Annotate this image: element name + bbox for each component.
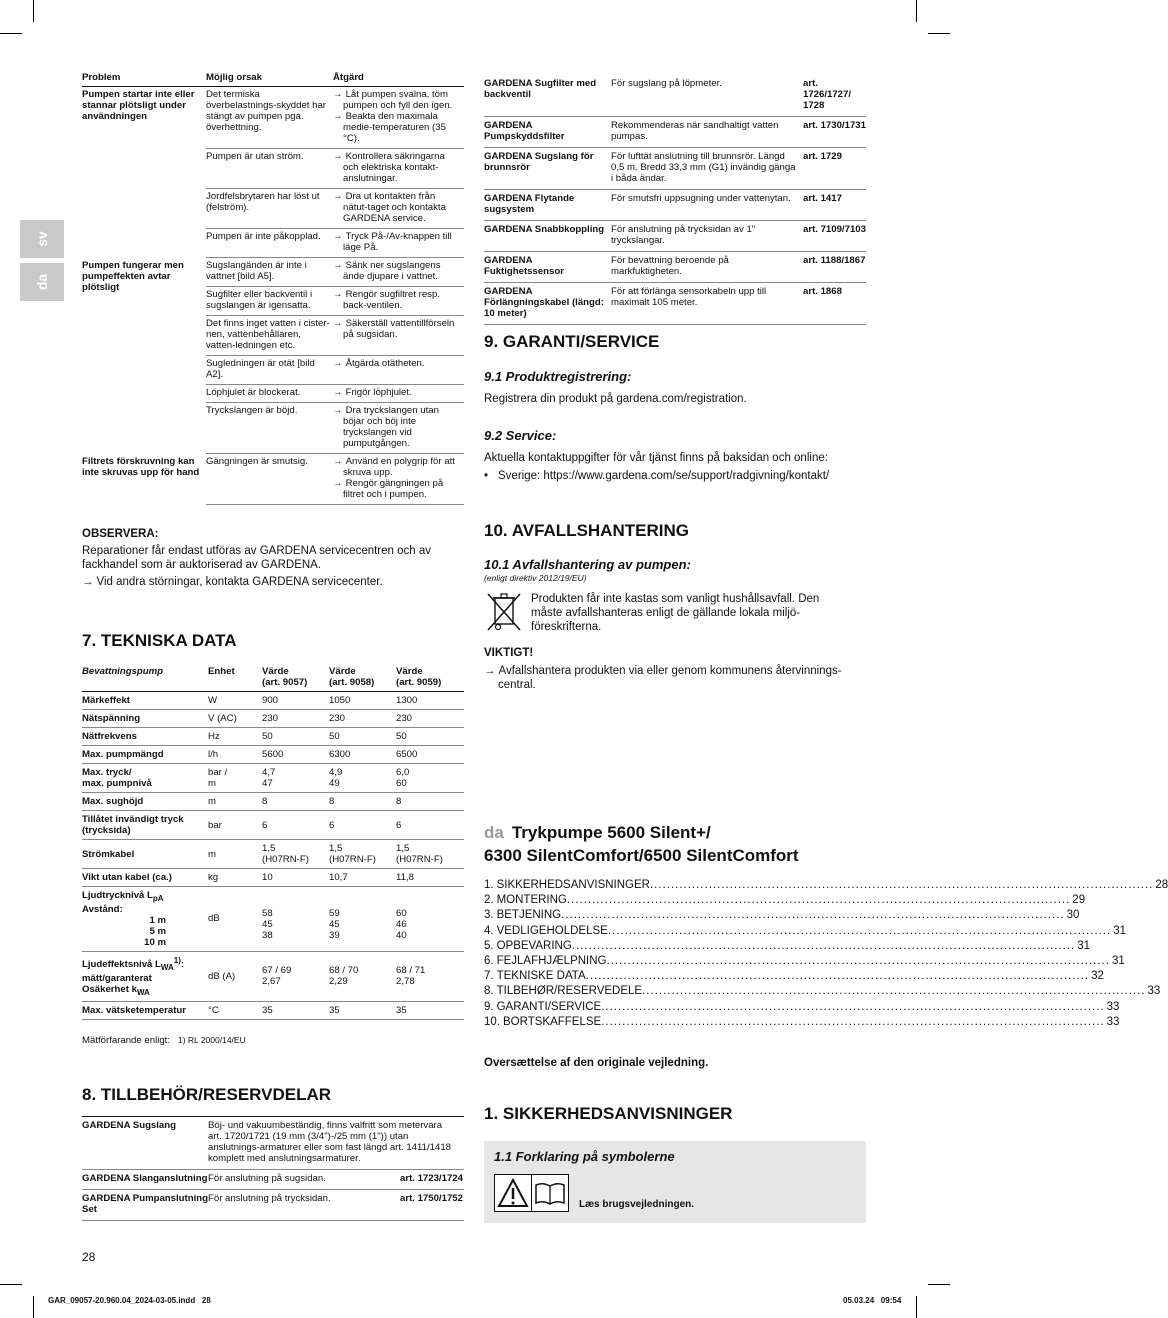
action-cell	[333, 403, 464, 454]
spec-value: 60 46 40	[396, 887, 464, 952]
spec-row	[82, 1001, 464, 1019]
spec-value: 5600	[262, 746, 329, 764]
symbols-text: Læs brugsvejledningen.	[579, 1199, 695, 1210]
spec-value: 50	[396, 728, 464, 746]
trouble-row	[82, 87, 464, 149]
toc-number: 4.	[484, 924, 494, 937]
toc-entry[interactable]	[484, 908, 1080, 923]
avfall-subtitle: 10.1 Avfallshantering av pumpen:	[484, 557, 691, 572]
action-item: → Beakta den maximala medie-temperaturen (35 °C).	[333, 111, 462, 144]
spec-value: 59 45 39	[329, 887, 396, 952]
action-cell	[333, 149, 464, 189]
accessory-name: GARDENA Förlängningskabel (längd: 10 meter)	[484, 283, 611, 325]
spec-label: Max. tryck/ max. pumpnivå	[82, 764, 208, 793]
spec-label: Nätfrekvens	[82, 728, 208, 746]
cause-cell: Det finns inget vatten i cister-nen, vattenbehållaren, vatten-ledningen etc.	[206, 316, 333, 356]
spec-label: Nätspänning	[82, 710, 208, 728]
symbols-title: 1.1 Forklaring på symbolerne	[494, 1149, 675, 1164]
accessory-article: art. 1188/1867	[803, 252, 866, 283]
crop-mark	[33, 0, 34, 22]
toc-label: GARANTI/SERVICE	[496, 1000, 602, 1013]
spec-header-unit: Enhet	[208, 663, 262, 692]
language-tab-sv: sv	[20, 220, 64, 258]
spec-header-9058: Värde (art. 9058)	[329, 663, 396, 692]
spec-value: 6	[262, 811, 329, 840]
accessory-row	[82, 1190, 464, 1221]
problem-cell: Pumpen startar inte eller stannar plötsligt under användningen	[82, 89, 195, 122]
toc-label: BORTSKAFFELSE	[503, 1015, 602, 1028]
toc-page: 30	[1066, 909, 1080, 922]
accessory-row	[484, 75, 866, 117]
spec-value: 35	[329, 1001, 396, 1019]
spec-value: 50	[262, 728, 329, 746]
service-bullet: • Sverige: https://www.gardena.com/se/support/radgivning/kontakt/	[484, 470, 830, 482]
spec-value: 1050	[329, 692, 396, 710]
spec-unit: kg	[208, 869, 262, 887]
spec-unit: bar / m	[208, 764, 262, 793]
toc-entry[interactable]	[484, 954, 1125, 969]
accessory-name: GARDENA Pumpanslutning Set	[82, 1190, 208, 1221]
accessory-row	[484, 148, 866, 190]
spec-value: 58 45 38	[262, 887, 329, 952]
service-text: Aktuella kontaktuppgifter för vår tjänst finns på baksidan och online:	[484, 452, 828, 464]
toc-leader: ........................................................................................................................	[601, 1015, 1105, 1028]
spec-value: 6500	[396, 746, 464, 764]
accessory-row	[82, 1170, 464, 1190]
spec-unit: °C	[208, 1001, 262, 1019]
cause-cell: Löphjulet är blockerat.	[206, 385, 333, 403]
spec-value: 1,5 (H07RN-F)	[329, 840, 396, 869]
toc-leader: ........................................................................................................................	[606, 955, 1110, 968]
accessory-description: Böj- und vakuumbeständig, finns valfritt som metervara art. 1720/1721 (19 mm (3/4")-/25 mm (1")) utan anslutnings-armaturer eller som fast längd art. 1411/1418 komplett med anslutningsarmaturer.	[208, 1117, 464, 1170]
action-item: → Frigör löphjulet.	[333, 387, 462, 398]
cause-cell: Sugslangänden är inte i vattnet [bild A5].	[206, 258, 333, 287]
accessory-row	[484, 190, 866, 221]
toc-page: 33	[1106, 1000, 1120, 1013]
accessory-row	[484, 117, 866, 148]
accessory-description: För lufttät anslutning till brunnsrör. Längd 0,5 m. Bredd 33,3 mm (G1) invändig gänga i båda ändar.	[611, 148, 803, 190]
accessory-description: För anslutning på sugsidan.	[208, 1170, 400, 1190]
cause-cell: Pumpen är utan ström.	[206, 149, 333, 189]
toc-number: 3.	[484, 909, 494, 922]
action-cell	[333, 385, 464, 403]
toc-leader: ........................................................................................................................	[649, 879, 1154, 891]
spec-label: Tillåtet invändigt tryck (trycksida)	[82, 811, 208, 840]
spec-value: 1,5 (H07RN-F)	[396, 840, 464, 869]
toc-entry[interactable]	[484, 969, 1104, 984]
action-item: → Rengör sugfiltret resp. back-ventilen.	[333, 289, 462, 311]
crop-mark	[0, 1284, 22, 1285]
toc-page: 31	[1111, 955, 1125, 968]
spec-value: 4,9 49	[329, 764, 396, 793]
action-cell	[333, 229, 464, 258]
footer-file-info: GAR_09057-20.960.04_2024-03-05.indd 28	[48, 1296, 211, 1305]
spec-row	[82, 764, 464, 793]
spec-label: Max. vätsketemperatur	[82, 1001, 208, 1019]
action-cell	[333, 287, 464, 316]
accessory-row	[484, 283, 866, 325]
toc-number: 5.	[484, 939, 494, 952]
accessory-article: art. 1730/1731	[803, 117, 866, 148]
cause-cell: Tryckslangen är böjd.	[206, 403, 333, 454]
accessory-article: art. 1729	[803, 148, 866, 190]
accessory-description: För sugslang på löpmeter.	[611, 75, 803, 117]
spec-value: 10,7	[329, 869, 396, 887]
toc-label: SIKKERHEDSANVISNINGER	[496, 879, 650, 891]
spec-header-pump: Bevattningspump	[82, 663, 208, 692]
spec-value: 8	[396, 793, 464, 811]
cause-cell: Sugfilter eller backventil i sugslangen är igensatta.	[206, 287, 333, 316]
spec-row	[82, 710, 464, 728]
spec-unit: m	[208, 840, 262, 869]
accessory-description: För smutsfri uppsugning under vattenytan.	[611, 190, 803, 221]
toc-label: MONTERING	[496, 894, 567, 907]
action-item: → Säkerställ vattentillförseln på sugsidan.	[333, 318, 462, 340]
accessory-name: GARDENA Pumpskyddsfilter	[484, 117, 611, 148]
tech-data-title: 7. TEKNISKA DATA	[82, 631, 237, 650]
action-cell	[333, 189, 464, 229]
accessory-article: art. 1868	[803, 283, 866, 325]
avfall-title: 10. AVFALLSHANTERING	[484, 521, 689, 540]
cause-cell: Jordfelsbrytaren har löst ut (felström).	[206, 189, 333, 229]
spec-unit: dB (A)	[208, 951, 262, 1001]
toc-label: BETJENING	[496, 909, 562, 922]
crop-mark	[916, 0, 917, 22]
spec-unit: W	[208, 692, 262, 710]
crop-mark	[928, 33, 950, 34]
spec-value: 6,0 60	[396, 764, 464, 793]
viktigt-label: VIKTIGT!	[484, 647, 534, 659]
avfall-directive: (enligt direktiv 2012/19/EU)	[484, 573, 587, 583]
action-item: → Dra tryckslangen utan böjar och böj inte tryckslangen vid pumputgången.	[333, 405, 462, 449]
spec-header-9057: Värde (art. 9057)	[262, 663, 329, 692]
accessory-description: För att förlänga sensorkabeln upp till maximalt 105 meter.	[611, 283, 803, 325]
crop-mark	[0, 33, 22, 34]
spec-value: 35	[262, 1001, 329, 1019]
accessory-article: art. 1417	[803, 190, 866, 221]
action-item: → Låt pumpen svalna, töm pumpen och fyll den igen.	[333, 89, 462, 111]
accessory-article: art. 1723/1724	[400, 1170, 464, 1190]
avfall-text: Produkten får inte kastas som vanligt hushållsavfall. Den måste avfallshanteras enligt de gällande lokala miljö-föreskrifterna.	[531, 593, 820, 633]
spec-header-9059: Värde (art. 9059)	[396, 663, 464, 692]
action-cell	[333, 356, 464, 385]
spec-value: 8	[262, 793, 329, 811]
accessory-name: GARDENA Slanganslutning	[82, 1170, 208, 1190]
page-number: 28	[82, 1250, 96, 1264]
spec-value: 4,7 47	[262, 764, 329, 793]
toc-entry[interactable]	[484, 1015, 1120, 1030]
crossed-bin-icon	[484, 590, 524, 634]
action-item: → Sänk ner sugslangens ände djupare i vattnet.	[333, 260, 462, 282]
spec-value: 1,5 (H07RN-F)	[262, 840, 329, 869]
spec-unit: dB	[208, 887, 262, 952]
accessory-article: art. 1726/1727/ 1728	[803, 75, 866, 117]
spec-value: 230	[396, 710, 464, 728]
toc-number: 9.	[484, 1000, 494, 1013]
spec-unit: bar	[208, 811, 262, 840]
spec-unit: m	[208, 793, 262, 811]
toc-entry[interactable]	[484, 939, 1091, 954]
observera-title: OBSERVERA:	[82, 528, 159, 540]
problem-cell: Filtrets förskruvning kan inte skruvas upp för hand	[82, 455, 200, 478]
accessory-name: GARDENA Fuktighetssensor	[484, 252, 611, 283]
spec-value: 35	[396, 1001, 464, 1019]
spec-value: 6	[396, 811, 464, 840]
spec-label: Strömkabel	[82, 840, 208, 869]
toc-entry[interactable]	[484, 924, 1127, 939]
toc-leader: ........................................................................................................................	[571, 939, 1076, 952]
spec-value: 230	[329, 710, 396, 728]
action-item: → Rengör gängningen på filtret och i pumpen.	[333, 478, 462, 500]
action-cell	[333, 87, 464, 149]
toc-entry[interactable]	[484, 878, 1168, 893]
spec-value: 10	[262, 869, 329, 887]
spec-row	[82, 869, 464, 887]
toc-number: 8.	[484, 985, 494, 998]
symbols-box	[484, 1141, 866, 1223]
toc-number: 10.	[484, 1015, 500, 1028]
accessories-table-right	[484, 75, 866, 325]
spec-value: 50	[329, 728, 396, 746]
accessory-name: GARDENA Sugslang	[82, 1117, 208, 1170]
manual-book-icon	[531, 1174, 569, 1212]
toc-page: 28	[1155, 879, 1168, 891]
avfall-bullet: → Avfallshantera produkten via eller genom kommunens återvinnings-central.	[484, 664, 858, 692]
spec-label: Ljudtrycknivå $L_{pA}$ Avstånd: 1 m 5 m 10 m	[82, 887, 208, 952]
observera-block	[82, 527, 462, 589]
accessory-row	[484, 252, 866, 283]
column-header-action: Åtgärd	[333, 70, 464, 87]
action-cell	[333, 316, 464, 356]
spec-value: 230	[262, 710, 329, 728]
accessories-title: 8. TILLBEHÖR/RESERVDELAR	[82, 1085, 332, 1104]
observera-text: Reparationer får endast utföras av GARDENA servicecentren och av fackhandel som är auktoriserad av GARDENA.	[82, 545, 432, 571]
toc-leader: ........................................................................................................................	[642, 985, 1146, 998]
spec-row	[82, 951, 464, 1001]
toc-leader: ........................................................................................................................	[601, 1000, 1105, 1013]
problem-cell: Pumpen fungerar men pumpeffekten avtar plötsligt	[82, 259, 184, 293]
toc-page: 33	[1106, 1015, 1120, 1028]
spec-value: 900	[262, 692, 329, 710]
spec-label: Max. pumpmängd	[82, 746, 208, 764]
accessory-article: art. 1750/1752	[400, 1190, 464, 1221]
toc-number: 7.	[484, 970, 494, 983]
spec-unit: l/h	[208, 746, 262, 764]
toc-label: OPBEVARING	[496, 939, 572, 952]
toc-leader: ........................................................................................................................	[607, 924, 1112, 937]
spec-value: 6	[329, 811, 396, 840]
toc-label: FEJLAFHJÆLPNING	[496, 955, 607, 968]
cause-cell: Det termiska överbelastnings-skyddet har stängt av pumpen pga. överhettning.	[206, 87, 333, 149]
observera-bullet: → Vid andra störningar, kontakta GARDENA servicecenter.	[82, 575, 462, 589]
toc-label: TILBEHØR/RESERVEDELE	[496, 985, 643, 998]
product-registration-text: Registrera din produkt på gardena.com/registration.	[484, 393, 747, 405]
spec-value: 68 / 70 2,29	[329, 951, 396, 1001]
crop-mark	[928, 1284, 950, 1285]
spec-value: 11,8	[396, 869, 464, 887]
spec-unit: Hz	[208, 728, 262, 746]
footer-date: 05.03.24 09:54	[843, 1296, 902, 1305]
action-item: → Tryck På-/Av-knappen till läge På.	[333, 231, 462, 253]
spec-row	[82, 887, 464, 952]
danish-title: da Trykpumpe 5600 Silent+/ 6300 SilentComfort/6500 SilentComfort	[484, 823, 799, 865]
spec-value: 68 / 71 2,78	[396, 951, 464, 1001]
toc-leader: ........................................................................................................................	[585, 970, 1090, 983]
spec-label: Ljudeffektsnivå $L_{WA}^{1)}$: mätt/garanterat Osäkerhet $k_{WA}$	[82, 951, 208, 1001]
spec-value: 67 / 69 2,67	[262, 951, 329, 1001]
translation-note: Oversættelse af den originale vejledning.	[484, 1057, 709, 1069]
garanti-title: 9. GARANTI/SERVICE	[484, 332, 660, 351]
action-cell	[333, 258, 464, 287]
action-item: → Kontrollera säkringarna och elektriska kontakt-anslutningar.	[333, 151, 462, 184]
action-item: → Dra ut kontakten från nätut-taget och kontakta GARDENA service.	[333, 191, 462, 224]
column-header-cause: Möjlig orsak	[206, 70, 333, 87]
tech-data-table	[82, 663, 464, 1020]
trouble-row	[82, 258, 464, 287]
toc-leader: ........................................................................................................................	[561, 909, 1065, 922]
language-tab-da: da	[20, 263, 64, 301]
table-of-contents	[484, 878, 1168, 1030]
action-item: → Använd en polygrip för att skruva upp.	[333, 456, 462, 478]
cause-cell: Pumpen är inte påkopplad.	[206, 229, 333, 258]
tech-footnote: Mätförfarande enligt: 1) RL 2000/14/EU	[82, 1035, 246, 1046]
toc-leader: ........................................................................................................................	[566, 894, 1071, 907]
spec-label: Max. sughöjd	[82, 793, 208, 811]
toc-entry[interactable]	[484, 984, 1161, 999]
product-registration-title: 9.1 Produktregistrering:	[484, 369, 632, 384]
toc-number: 2.	[484, 894, 494, 907]
accessory-name: GARDENA Sugfilter med backventil	[484, 75, 611, 117]
spec-unit: V (AC)	[208, 710, 262, 728]
toc-entry[interactable]	[484, 893, 1086, 908]
spec-label: Märkeffekt	[82, 692, 208, 710]
accessory-article: art. 7109/7103	[803, 221, 866, 252]
warning-icon	[494, 1174, 532, 1212]
accessory-row	[82, 1117, 464, 1170]
toc-number: 1.	[484, 879, 494, 891]
spec-value: 6300	[329, 746, 396, 764]
accessory-name: GARDENA Sugslang för brunnsrör	[484, 148, 611, 190]
spec-row	[82, 840, 464, 869]
toc-page: 29	[1072, 894, 1086, 907]
spec-row	[82, 746, 464, 764]
spec-row	[82, 793, 464, 811]
toc-label: VEDLIGEHOLDELSE	[496, 924, 608, 937]
safety-title: 1. SIKKERHEDSANVISNINGER	[484, 1104, 733, 1123]
accessory-row	[484, 221, 866, 252]
accessories-table-left	[82, 1116, 464, 1221]
trouble-row	[82, 454, 464, 505]
column-header-problem: Problem	[82, 70, 206, 87]
crop-mark	[33, 1296, 34, 1318]
spec-value: 8	[329, 793, 396, 811]
accessory-description: För anslutning på trycksidan av 1" tryckslangar.	[611, 221, 803, 252]
action-cell	[333, 454, 464, 505]
spec-row	[82, 692, 464, 710]
toc-number: 6.	[484, 955, 494, 968]
accessory-description: För bevattning beroende på markfuktigheten.	[611, 252, 803, 283]
crop-mark	[916, 1296, 917, 1318]
toc-page: 32	[1091, 970, 1104, 983]
toc-label: TEKNISKE DATA	[496, 970, 586, 983]
toc-page: 31	[1113, 924, 1127, 937]
accessory-description: För anslutning på trycksidan.	[208, 1190, 400, 1221]
spec-row	[82, 811, 464, 840]
spec-row	[82, 728, 464, 746]
troubleshooting-table	[82, 70, 464, 505]
toc-entry[interactable]	[484, 1000, 1120, 1015]
action-item: → Åtgärda otätheten.	[333, 358, 462, 369]
spec-value: 1300	[396, 692, 464, 710]
toc-page: 31	[1077, 939, 1091, 952]
accessory-description: Rekommenderas när sandhaltigt vatten pumpas.	[611, 117, 803, 148]
cause-cell: Gängningen är smutsig.	[206, 454, 333, 505]
accessory-name: GARDENA Snabbkoppling	[484, 221, 611, 252]
toc-page: 33	[1147, 985, 1161, 998]
accessory-name: GARDENA Flytande sugsystem	[484, 190, 611, 221]
spec-label: Vikt utan kabel (ca.)	[82, 869, 208, 887]
service-title: 9.2 Service:	[484, 428, 557, 443]
cause-cell: Sugledningen är otät [bild A2].	[206, 356, 333, 385]
